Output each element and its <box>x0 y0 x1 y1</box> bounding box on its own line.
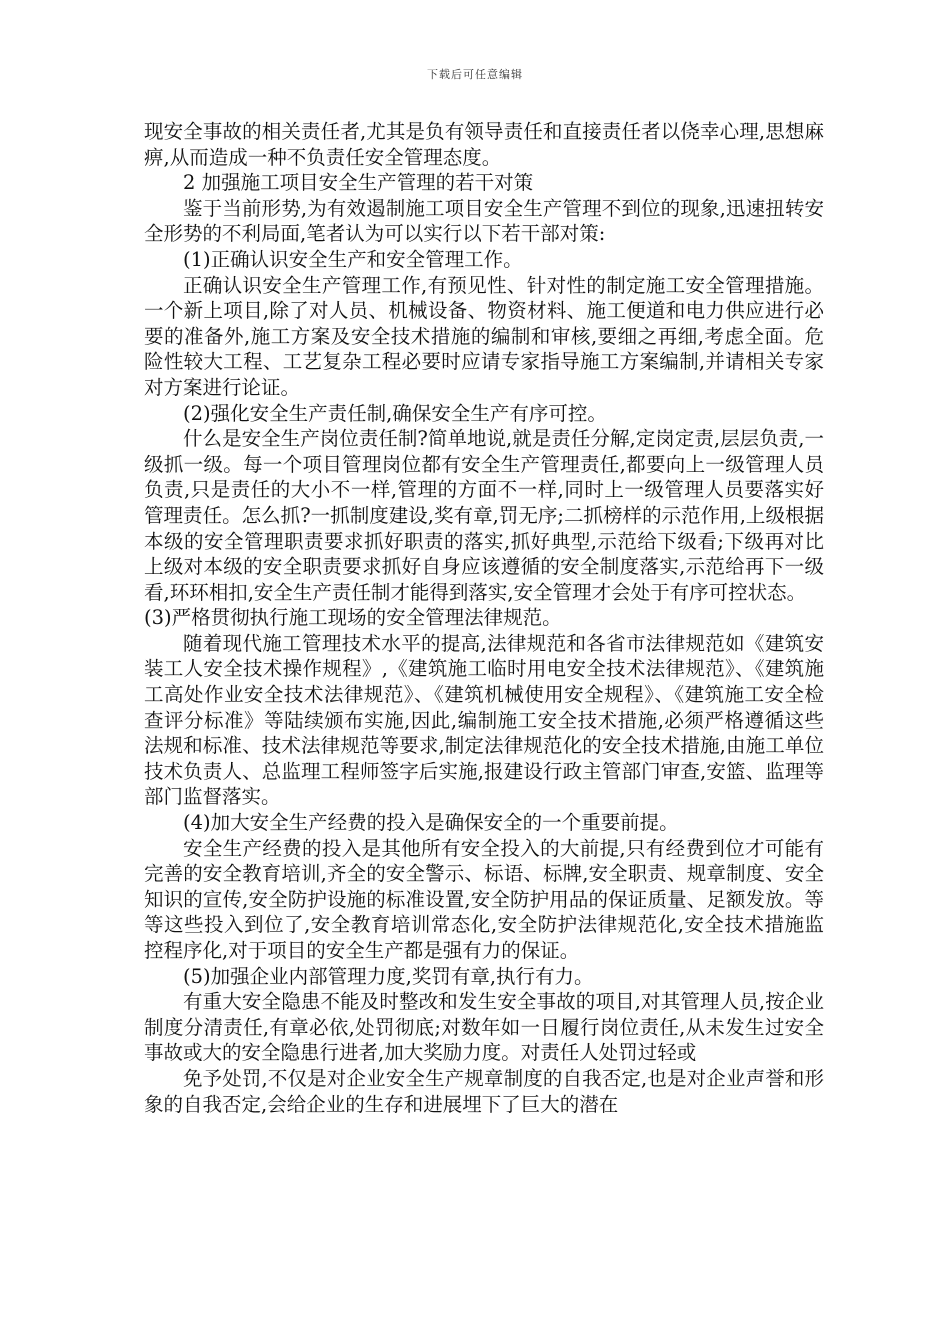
document-body <box>144 119 824 1117</box>
paragraph: 现安全事故的相关责任者,尤其是负有领导责任和直接责任者以侥幸心理,思想麻痹,从而造成一种不负责任安全管理态度。 <box>144 120 824 169</box>
paragraph: 有重大安全隐患不能及时整改和发生安全事故的项目,对其管理人员,按企业制度分清责任,有章必依,处罚彻底;对数年如一日履行岗位责任,从未发生过安全事故或大的安全隐患行进者,加大奖励力度。对责任人处罚过轻或 <box>144 990 824 1065</box>
subsection-heading: (3)严格贯彻执行施工现场的安全管理法律规范。 <box>144 606 562 630</box>
paragraph: 正确认识安全生产管理工作,有预见性、针对性的制定施工安全管理措施。一个新上项目,除了对人员、机械设备、物资材料、施工便道和电力供应进行必要的准备外,施工方案及安全技术措施的编制和审核,要细之再细,考虑全面。危险性较大工程、工艺复杂工程必要时应请专家指导施工方案编制,并请相关专家对方案进行论证。 <box>144 273 824 399</box>
paragraph: 免予处罚,不仅是对企业安全生产规章制度的自我否定,也是对企业声誉和形象的自我否定,会给企业的生存和进展埋下了巨大的潜在 <box>144 1066 824 1116</box>
subsection-heading: (1)正确认识安全生产和安全管理工作。 <box>183 247 523 271</box>
subsection-heading: (5)加强企业内部管理力度,奖罚有章,执行有力。 <box>183 964 594 988</box>
section-heading: 2 加强施工项目安全生产管理的若干对策 <box>183 171 534 195</box>
paragraph: 安全生产经费的投入是其他所有安全投入的大前提,只有经费到位才可能有完善的安全教育培训,齐全的安全警示、标语、标牌,安全职责、规章制度、安全知识的宣传,安全防护设施的标准设置,安全防护用品的保证质量、足额发放。等等这些投入到位了,安全教育培训常态化,安全防护法律规范化,安全技术措施监控程序化,对于项目的安全生产都是强有力的保证。 <box>144 836 824 962</box>
paragraph: 什么是安全生产岗位责任制?简单地说,就是责任分解,定岗定责,层层负责,一级抓一级。每一个项目管理岗位都有安全生产管理责任,都要向上一级管理人员负责,只是责任的大小不一样,管理的方面不一样,同时上一级管理人员要落实好管理责任。怎么抓?一抓制度建设,奖有章,罚无序;二抓榜样的示范作用,上级根据本级的安全管理职责要求抓好职责的落实,抓好典型,示范给下级看;下级再对比上级对本级的安全职责要求抓好自身应该遵循的安全制度落实,示范给再下一级看,环环相扣,安全生产责任制才能得到落实,安全管理才会处于有序可控状态。 <box>144 427 824 604</box>
subsection-heading: (2)强化安全生产责任制,确保安全生产有序可控。 <box>183 401 607 425</box>
paragraph: 鉴于当前形势,为有效遏制施工项目安全生产管理不到位的现象,迅速扭转安全形势的不利局面,笔者认为可以实行以下若干部对策: <box>144 196 824 246</box>
subsection-heading: (4)加大安全生产经费的投入是确保安全的一个重要前提。 <box>183 811 679 835</box>
header-note: 下载后可任意编辑 <box>427 68 523 81</box>
paragraph: 随着现代施工管理技术水平的提高,法律规范和各省市法律规范如《建筑安装工人安全技术操作规程》,《建筑施工临时用电安全技术法律规范》、《建筑施工高处作业安全技术法律规范》、《建筑机械使用安全规程》、《建筑施工安全检查评分标准》等陆续颁布实施,因此,编制施工安全技术措施,必须严格遵循这些法规和标准、技术法律规范等要求,制定法律规范化的安全技术措施,由施工单位技术负责人、总监理工程师签字后实施,报建设行政主管部门审查,安篮、监理等部门监督落实。 <box>144 631 824 809</box>
